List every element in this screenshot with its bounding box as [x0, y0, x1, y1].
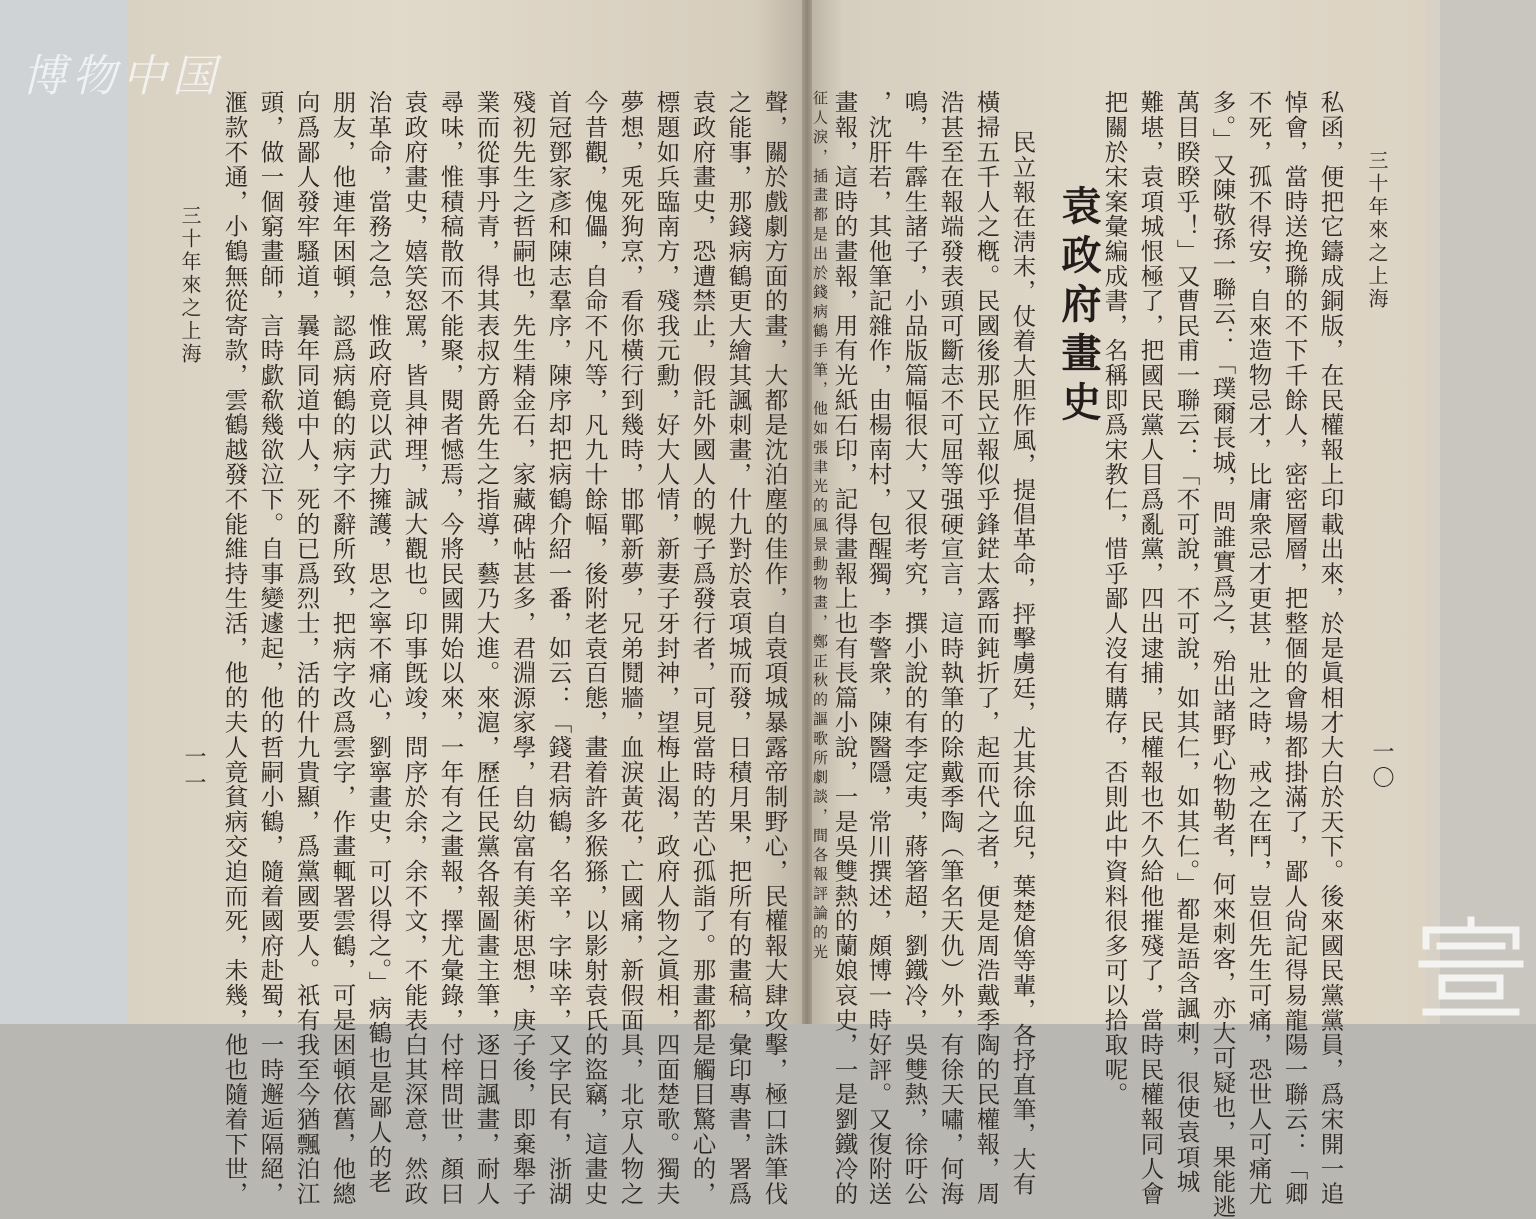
left-line-9: 業而從事丹青，得其表叔方爵先生之指導，藝乃大進。來滬，歷任民黨各報圖畫主筆，逐日諷畫，耐人	[472, 90, 501, 1206]
running-header-left: 三十年來之上海	[178, 205, 202, 366]
right-line-3: 不死，孤不得安，自來造物忌才，比庸衆忌才更甚，壯之時，戒之在鬥，豈但先生可痛，恐世人可痛尤	[1244, 90, 1273, 1206]
left-line-14: 向爲鄙人發牢騷道，曩年同道中人，死的已爲烈士，活的什九貴顯，爲黨國要人。祇有我至今猶飄泊江	[292, 90, 321, 1206]
left-line-3: 袁政府畫史，恐遭禁止，假託外國人的幌子爲發行者，可見當時的苦心孤詣了。那畫都是觸目驚心的，	[688, 90, 717, 1206]
page-number-left: 一一	[181, 745, 206, 797]
left-line-15: 頭，做一個窮畫師，言時歔欷幾欲泣下。自事變遽起，他的哲嗣小鶴，隨着國府赴蜀，一時邂逅隔絕，	[256, 90, 285, 1206]
right-line-5: 萬目睽睽乎！」又曹民甫一聯云：「不可說，不可說，如其仁，如其仁。」都是語含諷刺，很使袁項城	[1172, 90, 1201, 1195]
watermark-text: 博物中国	[22, 51, 222, 102]
left-line-10: 尋味，惟積稿散而不能聚，閱者憾焉，今將民國開始以來，一年有之畫報，擇尤彙錄，付梓問世，顏曰	[436, 90, 465, 1206]
right-line-10: 民立報在淸末，仗着大胆作風，提倡革命，抨擊虜廷，尤其徐血兒，葉楚傖等輩，各抒直筆，大有	[1008, 130, 1037, 1197]
right-line-6: 難堪，袁項城恨極了，把國民黨人目爲亂黨，四出逮捕，民權報也不久給他摧殘了，當時民權報同人會	[1136, 90, 1165, 1206]
right-line-16: 征人淚，插畫都是出於錢病鶴手筆，他如張聿光的風景動物畫，鄭正秋的謳歌所劇談，間各報評論的光	[811, 90, 829, 963]
right-line-12: 浩甚至在報端發表頭可斷志不可屈等强硬宣言，這時執筆的除戴季陶（筆名天仇）外，有徐天嘯，何海	[936, 90, 965, 1206]
right-line-14: ，沈肝若，其他筆記雜作，由楊南村，包醒獨，李警衆，陳醫隱，常川撰述，頗博一時好評。又復附送	[864, 90, 893, 1206]
article-title: 袁政府畫史	[1055, 185, 1102, 430]
museum-logo-icon	[1412, 916, 1530, 1016]
left-line-16: 滙款不通，小鶴無從寄款，雲鶴越發不能維持生活，他的夫人竟貧病交迫而死，未幾，他也隨着下世，	[220, 90, 249, 1206]
left-line-7: 首冠鄧家彥和陳志羣序，陳序却把病鶴介紹一番，如云：「錢君病鶴，名辛，字味辛，又字民有，浙湖	[544, 90, 573, 1206]
left-line-13: 朋友，他連年困頓，認爲病鶴的病字不辭所致，把病字改爲雲字，作畫輒署雲鶴，可是困頓依舊，他總	[328, 90, 357, 1206]
right-line-13: 鳴，牛霹生諸子，小品版篇幅很大，又很考究，撰小說的有李定夷，蔣箸超，劉鐵冷，吳雙熱，徐吁公	[900, 90, 929, 1206]
left-line-8: 殘初先生之哲嗣也，先生精金石，家藏碑帖甚多，君淵源家學，自幼富有美術思想，庚子後，即棄舉子	[508, 90, 537, 1206]
right-line-4: 多。」又陳敬孫一聯云：「璞爾長城，問誰實爲之，殆出諸野心物勒者，何來刺客，亦大可疑也，果能逃	[1208, 90, 1237, 1219]
right-line-7: 把關於宋案彙編成書，名稱即爲宋教仁，惜乎鄙人沒有購存，否則此中資料很多可以拾取呢。	[1100, 90, 1129, 1107]
right-line-15: 畫報，這時的畫報，用有光紙石印，記得畫報上也有長篇小說，一是吳雙熱的蘭娘哀史，一是劉鐵冷的	[830, 90, 859, 1206]
left-line-2: 之能事，那錢病鶴更大繪其諷刺畫，什九對於袁項城而發，日積月果，把所有的畫稿，彙印專書，署爲	[724, 90, 753, 1206]
right-line-11: 橫掃五千人之槪。民國後那民立報似乎鋒鋩太露而鈍折了，起而代之者，便是周浩戴季陶的民權報，周	[972, 90, 1001, 1206]
right-line-2: 悼會，當時送挽聯的不下千餘人，密密層層，把整個的會場都掛滿了，鄙人尙記得易龍陽一聯云：「卿	[1280, 90, 1309, 1206]
page-number-right: 一〇	[1369, 740, 1394, 792]
running-header-right: 三十年來之上海	[1365, 150, 1389, 311]
left-line-4: 標題如兵臨南方，殘我元勳，好大人情，新妻子牙封神，望梅止渴，政府人物之眞相，四面楚歌。獨夫	[652, 90, 681, 1206]
left-line-1: 聲，關於戲劇方面的畫，大都是沈泊塵的佳作，自袁項城暴露帝制野心，民權報大肆攻擊，極口誅筆伐	[760, 90, 789, 1206]
left-line-5: 夢想，兎死狗烹，看你橫行到幾時，邯鄲新夢，兄弟鬩牆，血淚黃花，亡國痛，新假面具，北京人物之	[616, 90, 645, 1206]
left-line-12: 治革命，當務之急，惟政府竟以武力擁護，思之寧不痛心，劉寧畫史，可以得之。」病鶴也是鄙人的老	[364, 90, 393, 1195]
left-line-11: 袁政府畫史，嬉笑怒罵，皆具神理，誠大觀也。印事旣竣，問序於余，余不文，不能表白其深意，然政	[400, 90, 429, 1206]
left-line-6: 今昔觀，傀儡，自命不凡等，凡九十餘幅，後附老袁百態，畫着許多猴猻，以影射袁氏的盜竊，這畫史	[580, 90, 609, 1206]
right-line-1: 私函，便把它鑄成銅版，在民權報上印載出來，於是眞相才大白於天下。後來國民黨黨員，爲宋開一追	[1316, 90, 1345, 1206]
background-right	[1440, 0, 1536, 1024]
